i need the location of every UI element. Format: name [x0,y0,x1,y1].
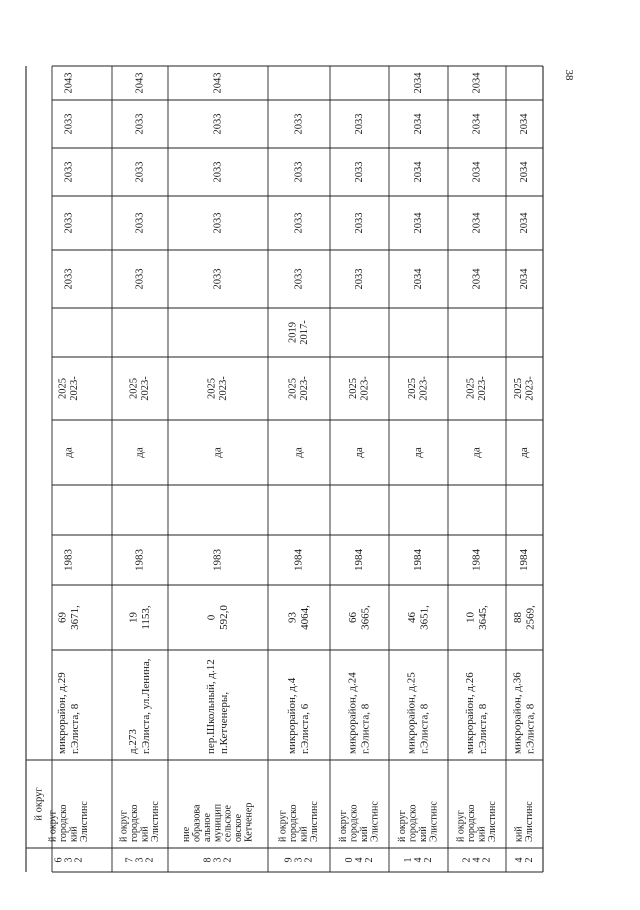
year-y2: 2034 [518,212,530,234]
year-y3: 2034 [518,161,530,183]
address-text: п.Кетченеры, [218,691,231,754]
address-text: микрорайон, д.29 [56,672,69,754]
year-built: 1984 [518,549,531,571]
area-value: 69 [56,612,69,623]
year-y1: 2033 [134,268,146,290]
address-text: г.Элиста, 8 [477,703,490,754]
area-value: 3645, [476,605,489,630]
municipality-text: городско [129,804,141,842]
area-value: 4064, [298,605,311,630]
municipality-text: ние [181,826,193,842]
municipality-text: образова [191,804,203,842]
period-1: 2023- [299,376,311,401]
year-y2: 2033 [63,212,75,234]
municipality-text: Элистинс [369,801,381,842]
address-text: пер.Школьный, д.12 [205,659,218,754]
year-y1: 2033 [212,268,224,290]
municipality-text: Элистинс [486,801,498,842]
area-value: 3665, [359,605,372,630]
municipality-text: кий [513,826,525,842]
address-text: г.Элиста, ул.Ленина, [140,658,153,754]
row-number: 3 [293,857,305,863]
municipality-text: й округ [47,810,59,842]
year-y3: 2033 [293,161,305,183]
address-text: микрорайон, д.36 [511,672,524,754]
period-1: 2023- [418,376,430,401]
year-y5: 2043 [63,72,75,94]
row-number: 4 [471,857,483,863]
municipality-text: кий [476,826,488,842]
year-built: 1984 [353,549,366,571]
year-y3: 2033 [353,161,365,183]
period-1: 2023- [477,376,489,401]
municipality-text: Элистинс [523,801,535,842]
area-value: 3671, [68,605,81,630]
year-y2: 2033 [134,212,146,234]
year-y4: 2034 [471,113,483,135]
year-y5: 2034 [471,72,483,94]
municipality-text: городско [407,804,419,842]
area-value: 2569, [524,605,537,630]
period-2: 2017- [299,320,311,345]
year-y5: 2043 [134,72,146,94]
table-cells [33,72,536,863]
period-1: 2023- [140,376,152,401]
area-value: 1153, [139,605,152,630]
municipality-text: овское [233,813,245,842]
year-y5: 2043 [212,72,224,94]
municipality-text: й округ [455,810,467,842]
row-number: 6 [53,857,65,863]
row-number: 2 [144,857,156,863]
address-text: г.Элиста, 8 [69,703,82,754]
year-y4: 2033 [212,113,224,135]
year-y4: 2033 [134,113,146,135]
row-number: 2 [73,857,85,863]
year-y2: 2034 [412,212,424,234]
row-number: 2 [363,857,375,863]
row-number: 3 [63,857,75,863]
row-number: 7 [124,857,136,863]
year-y1: 2033 [293,268,305,290]
flag-value: да [133,447,146,458]
flag-value: да [470,447,483,458]
year-y2: 2033 [353,212,365,234]
year-y2: 2034 [471,212,483,234]
year-y4: 2033 [293,113,305,135]
row-number: 0 [343,857,355,863]
municipality-text: Элистинс [428,801,440,842]
row-number: 4 [353,857,365,863]
row-number: 4 [513,857,525,863]
year-y2: 2033 [293,212,305,234]
address-text: микрорайон, д.4 [286,677,299,754]
area-value: 88 [511,612,524,623]
header-fragment-text: й округ [33,787,45,821]
flag-value: да [62,447,75,458]
municipality-text: городско [348,804,360,842]
year-y3: 2033 [212,161,224,183]
address-text: г.Элиста, 8 [418,703,431,754]
municipality-text: Элистинс [149,801,161,842]
period-1: 2025 [465,378,477,399]
address-text: г.Элиста, 6 [299,703,312,754]
row-number: 9 [283,857,295,863]
row-number: 3 [212,857,224,863]
year-y4: 2034 [412,113,424,135]
municipality-text: кий [139,826,151,842]
municipality-text: й округ [397,810,409,842]
municipality-text: кий [68,826,80,842]
period-1: 2023- [524,376,536,401]
year-built: 1984 [292,549,305,571]
year-built: 1983 [211,549,224,571]
year-y4: 2034 [518,113,530,135]
area-value: 46 [405,612,418,623]
municipality-text: кий [417,826,429,842]
year-y3: 2034 [412,161,424,183]
period-1: 2023- [218,376,230,401]
flag-value: да [292,447,305,458]
year-y1: 2033 [353,268,365,290]
year-y4: 2033 [63,113,75,135]
year-built: 1983 [62,549,75,571]
row-number: 2 [222,857,234,863]
year-y5: 2034 [412,72,424,94]
area-value: 3651, [418,605,431,630]
year-built: 1984 [412,549,425,571]
municipality-text: городско [466,804,478,842]
area-value: 0 [205,614,218,621]
area-value: 66 [346,612,359,623]
address-text: микрорайон, д.25 [405,672,418,754]
year-built: 1983 [133,549,146,571]
municipality-text: й округ [338,810,350,842]
address-text: д.273 [127,729,140,754]
year-y1: 2034 [412,268,424,290]
municipality-text: кий [298,826,310,842]
municipality-text: Элистинс [308,801,320,842]
row-number: 4 [412,857,424,863]
period-1: 2025 [287,378,299,399]
row-number: 3 [134,857,146,863]
year-y3: 2033 [63,161,75,183]
address-text: микрорайон, д.26 [464,672,477,754]
area-value: 592,0 [217,605,230,630]
flag-value: да [211,447,224,458]
municipality-text: городско [288,804,300,842]
period-1: 2025 [348,378,360,399]
page-number: 38 [563,69,575,81]
flag-value: да [412,447,425,458]
row-number: 2 [461,857,473,863]
period-1: 2023- [359,376,371,401]
period-2: 2019 [287,322,299,343]
address-text: г.Элиста, 8 [524,703,537,754]
row-number: 1 [402,857,414,863]
row-number: 2 [481,857,493,863]
year-y1: 2033 [63,268,75,290]
municipality-text: муницип [212,803,224,842]
address-text: микрорайон, д.24 [346,672,359,754]
area-value: 10 [464,612,477,623]
period-1: 2025 [57,378,69,399]
address-text: г.Элиста, 8 [359,703,372,754]
municipality-text: городско [58,804,70,842]
area-value: 19 [127,612,140,623]
municipality-text: й округ [277,810,289,842]
area-value: 93 [286,612,299,623]
flag-value: да [518,447,531,458]
municipality-text: альное [201,813,213,842]
period-1: 2025 [407,378,419,399]
row-number: 8 [202,857,214,863]
municipality-text: й округ [118,810,130,842]
year-y1: 2034 [471,268,483,290]
period-1: 2025 [513,378,525,399]
period-1: 2023- [69,376,81,401]
flag-value: да [353,447,366,458]
municipality-text: Элистинс [78,801,90,842]
year-y3: 2033 [134,161,146,183]
row-number: 2 [523,857,535,863]
year-y3: 2034 [471,161,483,183]
year-built: 1984 [470,549,483,571]
period-1: 2025 [128,378,140,399]
period-1: 2025 [206,378,218,399]
row-number: 2 [303,857,315,863]
municipality-text: Кетченер [243,802,255,842]
year-y4: 2033 [353,113,365,135]
year-y2: 2033 [212,212,224,234]
municipality-text: сельское [222,805,234,842]
year-y1: 2034 [518,268,530,290]
row-number: 2 [422,857,434,863]
municipality-text: кий [358,826,370,842]
